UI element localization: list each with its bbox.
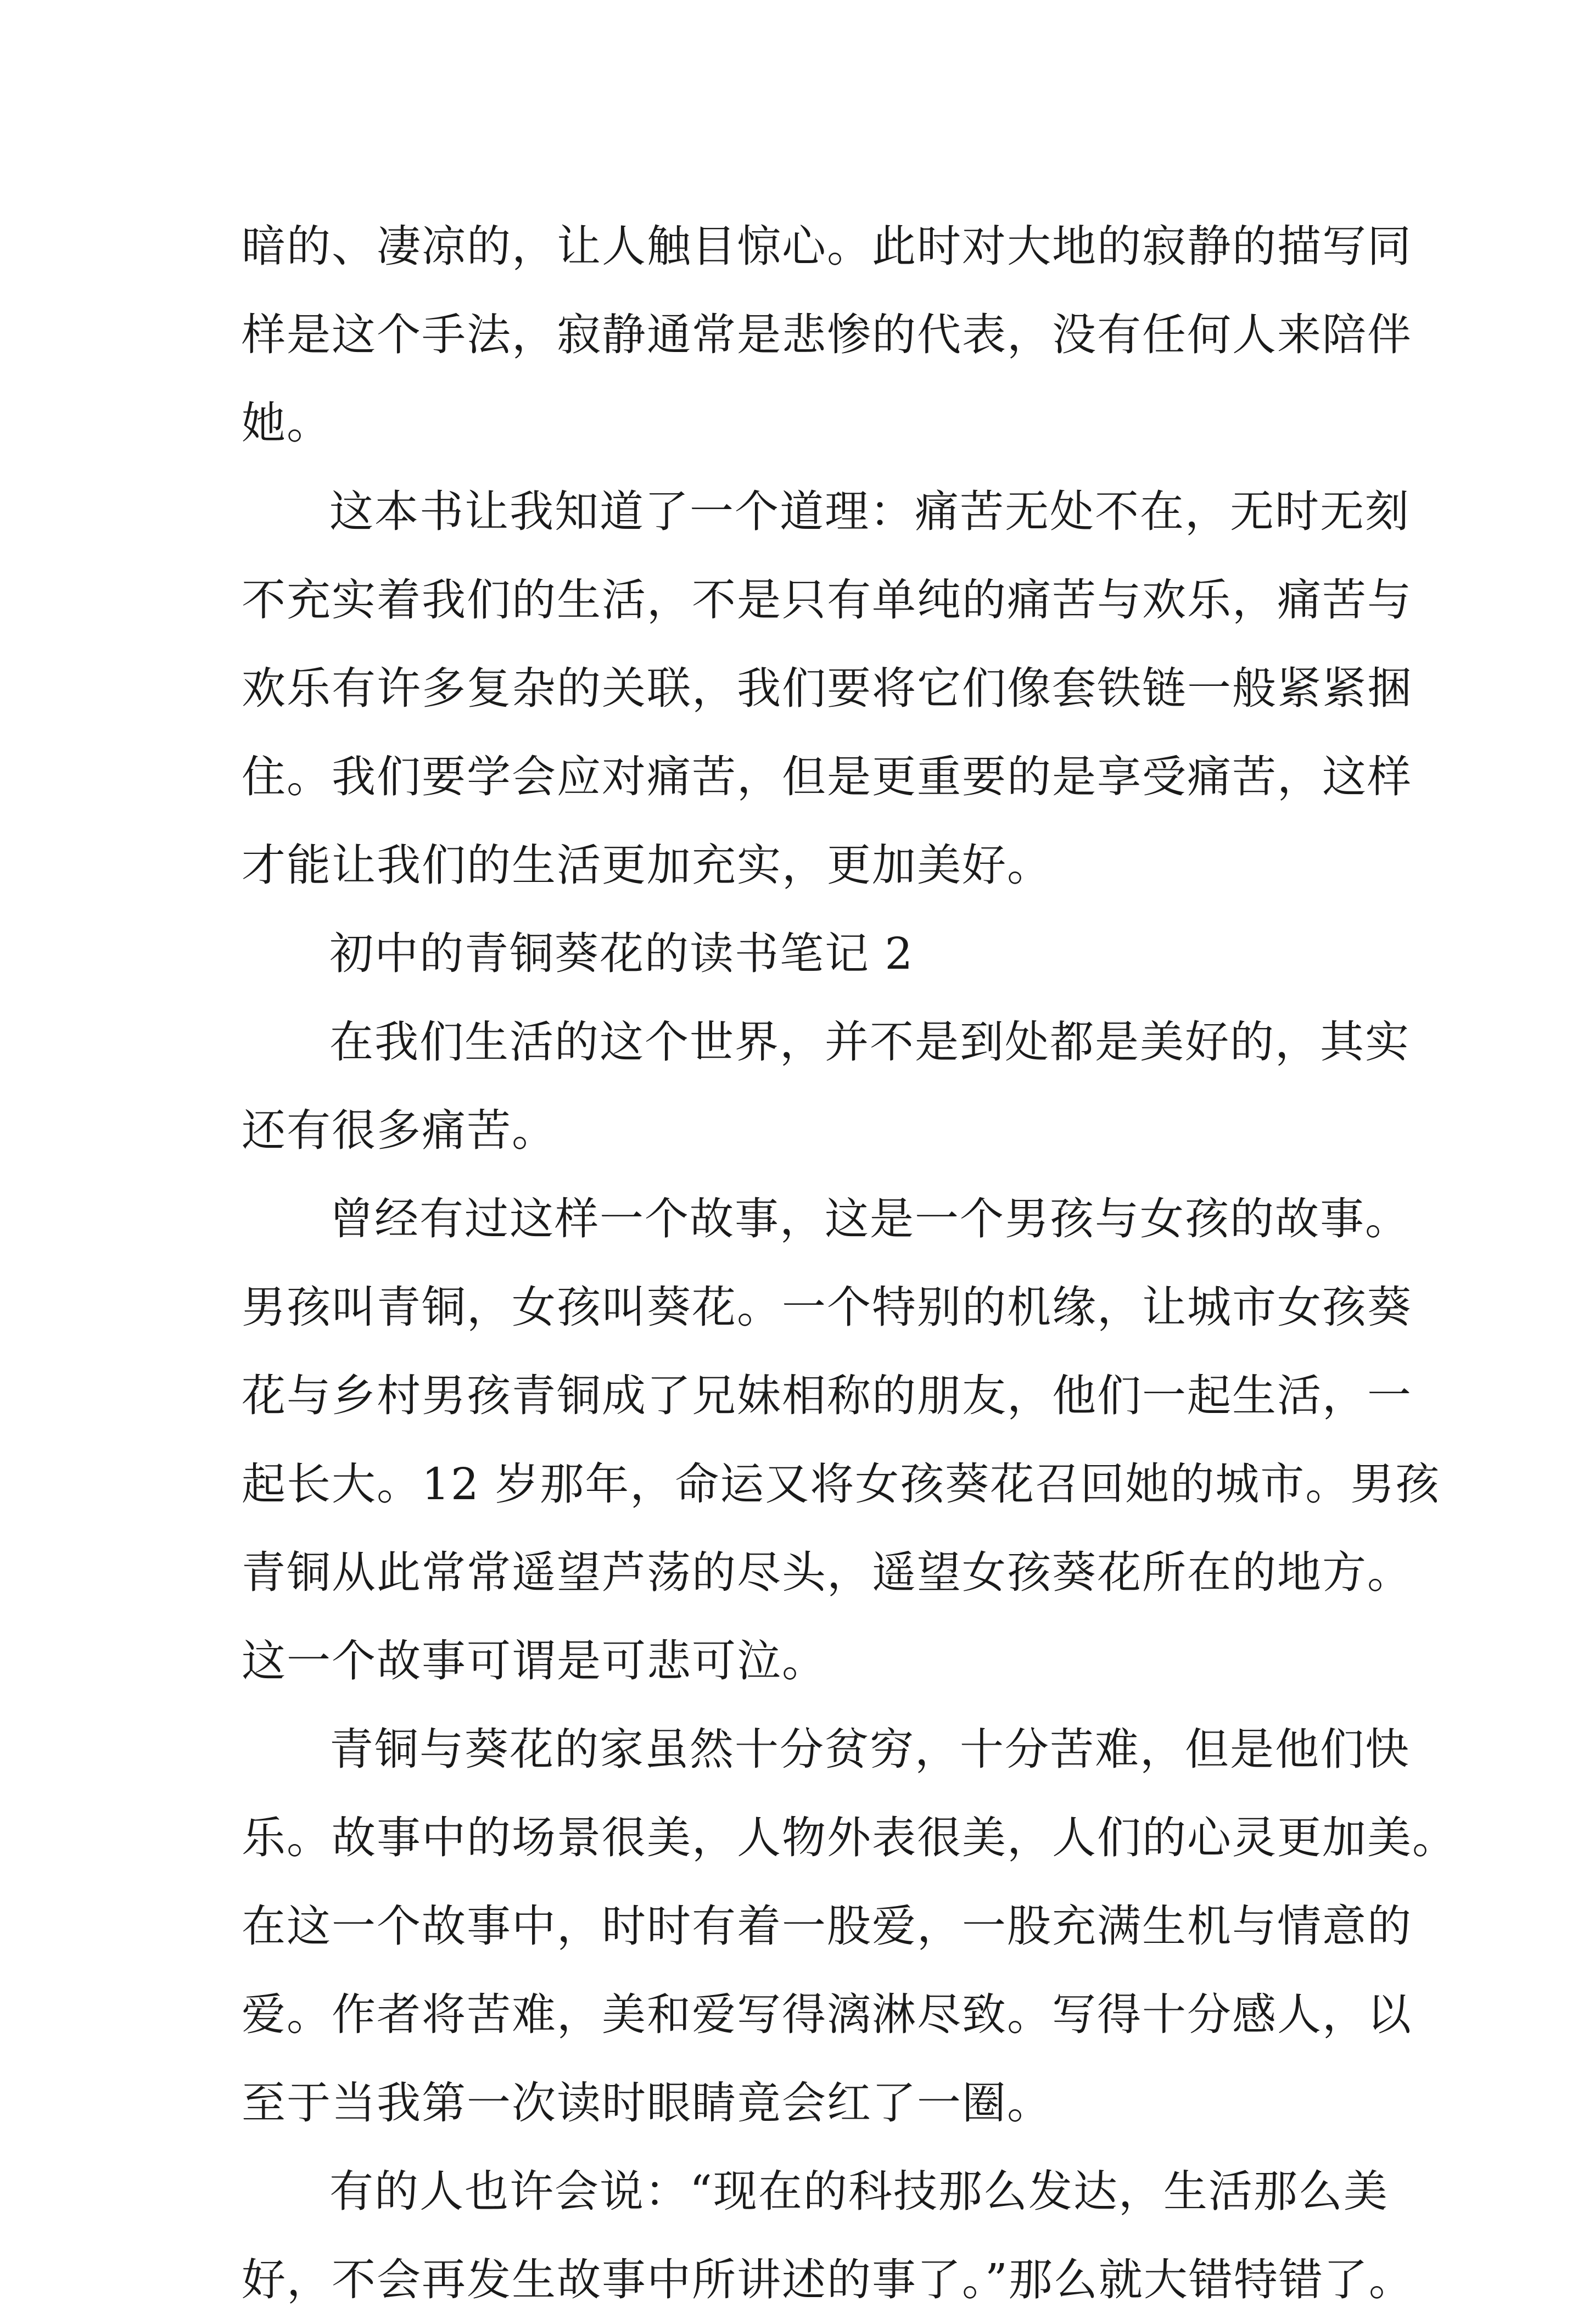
- text-line: 至于当我第一次读时眼睛竟会红了一圈。: [242, 2077, 1052, 2129]
- text-line: 不充实着我们的生活，不是只有单纯的痛苦与欢乐，痛苦与: [242, 574, 1412, 625]
- text-line: 样是这个手法，寂静通常是悲惨的代表，没有任何人来陪伴: [242, 309, 1412, 360]
- text-line: 才能让我们的生活更加充实，更加美好。: [242, 840, 1052, 891]
- section-heading: 初中的青铜葵花的读书笔记 2: [329, 928, 914, 979]
- paragraph-first-line: 这本书让我知道了一个道理：痛苦无处不在，无时无刻: [329, 486, 1410, 537]
- paragraph-first-line: 青铜与葵花的家虽然十分贫穷，十分苦难，但是他们快: [329, 1724, 1410, 1775]
- paragraph-first-line: 在我们生活的这个世界，并不是到处都是美好的，其实: [329, 1016, 1410, 1068]
- document-body: [242, 202, 1457, 2324]
- paragraph-first-line: 有的人也许会说：“现在的科技那么发达，生活那么美: [329, 2166, 1389, 2217]
- text-line: 青铜从此常常遥望芦荡的尽头，遥望女孩葵花所在的地方。: [242, 1547, 1412, 1598]
- paragraph-first-line: 曾经有过这样一个故事，这是一个男孩与女孩的故事。: [329, 1193, 1410, 1244]
- text-line: 在这一个故事中，时时有着一股爱，一股充满生机与情意的: [242, 1901, 1412, 1952]
- text-line: 欢乐有许多复杂的关联，我们要将它们像套铁链一般紧紧捆: [242, 663, 1412, 714]
- text-line: 住。我们要学会应对痛苦，但是更重要的是享受痛苦，这样: [242, 751, 1412, 802]
- text-line: 花与乡村男孩青铜成了兄妹相称的朋友，他们一起生活，一: [242, 1370, 1412, 1421]
- text-line: 起长大。12 岁那年，命运又将女孩葵花召回她的城市。男孩: [242, 1459, 1441, 1510]
- text-line: 爱。作者将苦难，美和爱写得漓淋尽致。写得十分感人，以: [242, 1989, 1412, 2040]
- text-line: 这一个故事可谓是可悲可泣。: [242, 1635, 827, 1686]
- text-line: 还有很多痛苦。: [242, 1105, 557, 1156]
- text-line: 男孩叫青铜，女孩叫葵花。一个特别的机缘，让城市女孩葵: [242, 1282, 1412, 1333]
- text-line: 暗的、凄凉的，让人触目惊心。此时对大地的寂静的描写同: [242, 221, 1412, 272]
- text-line: 好，不会再发生故事中所讲述的事了。”那么就大错特错了。: [242, 2254, 1414, 2305]
- text-line: 乐。故事中的场景很美，人物外表很美，人们的心灵更加美。: [242, 1812, 1457, 1863]
- text-line: 她。: [242, 398, 332, 449]
